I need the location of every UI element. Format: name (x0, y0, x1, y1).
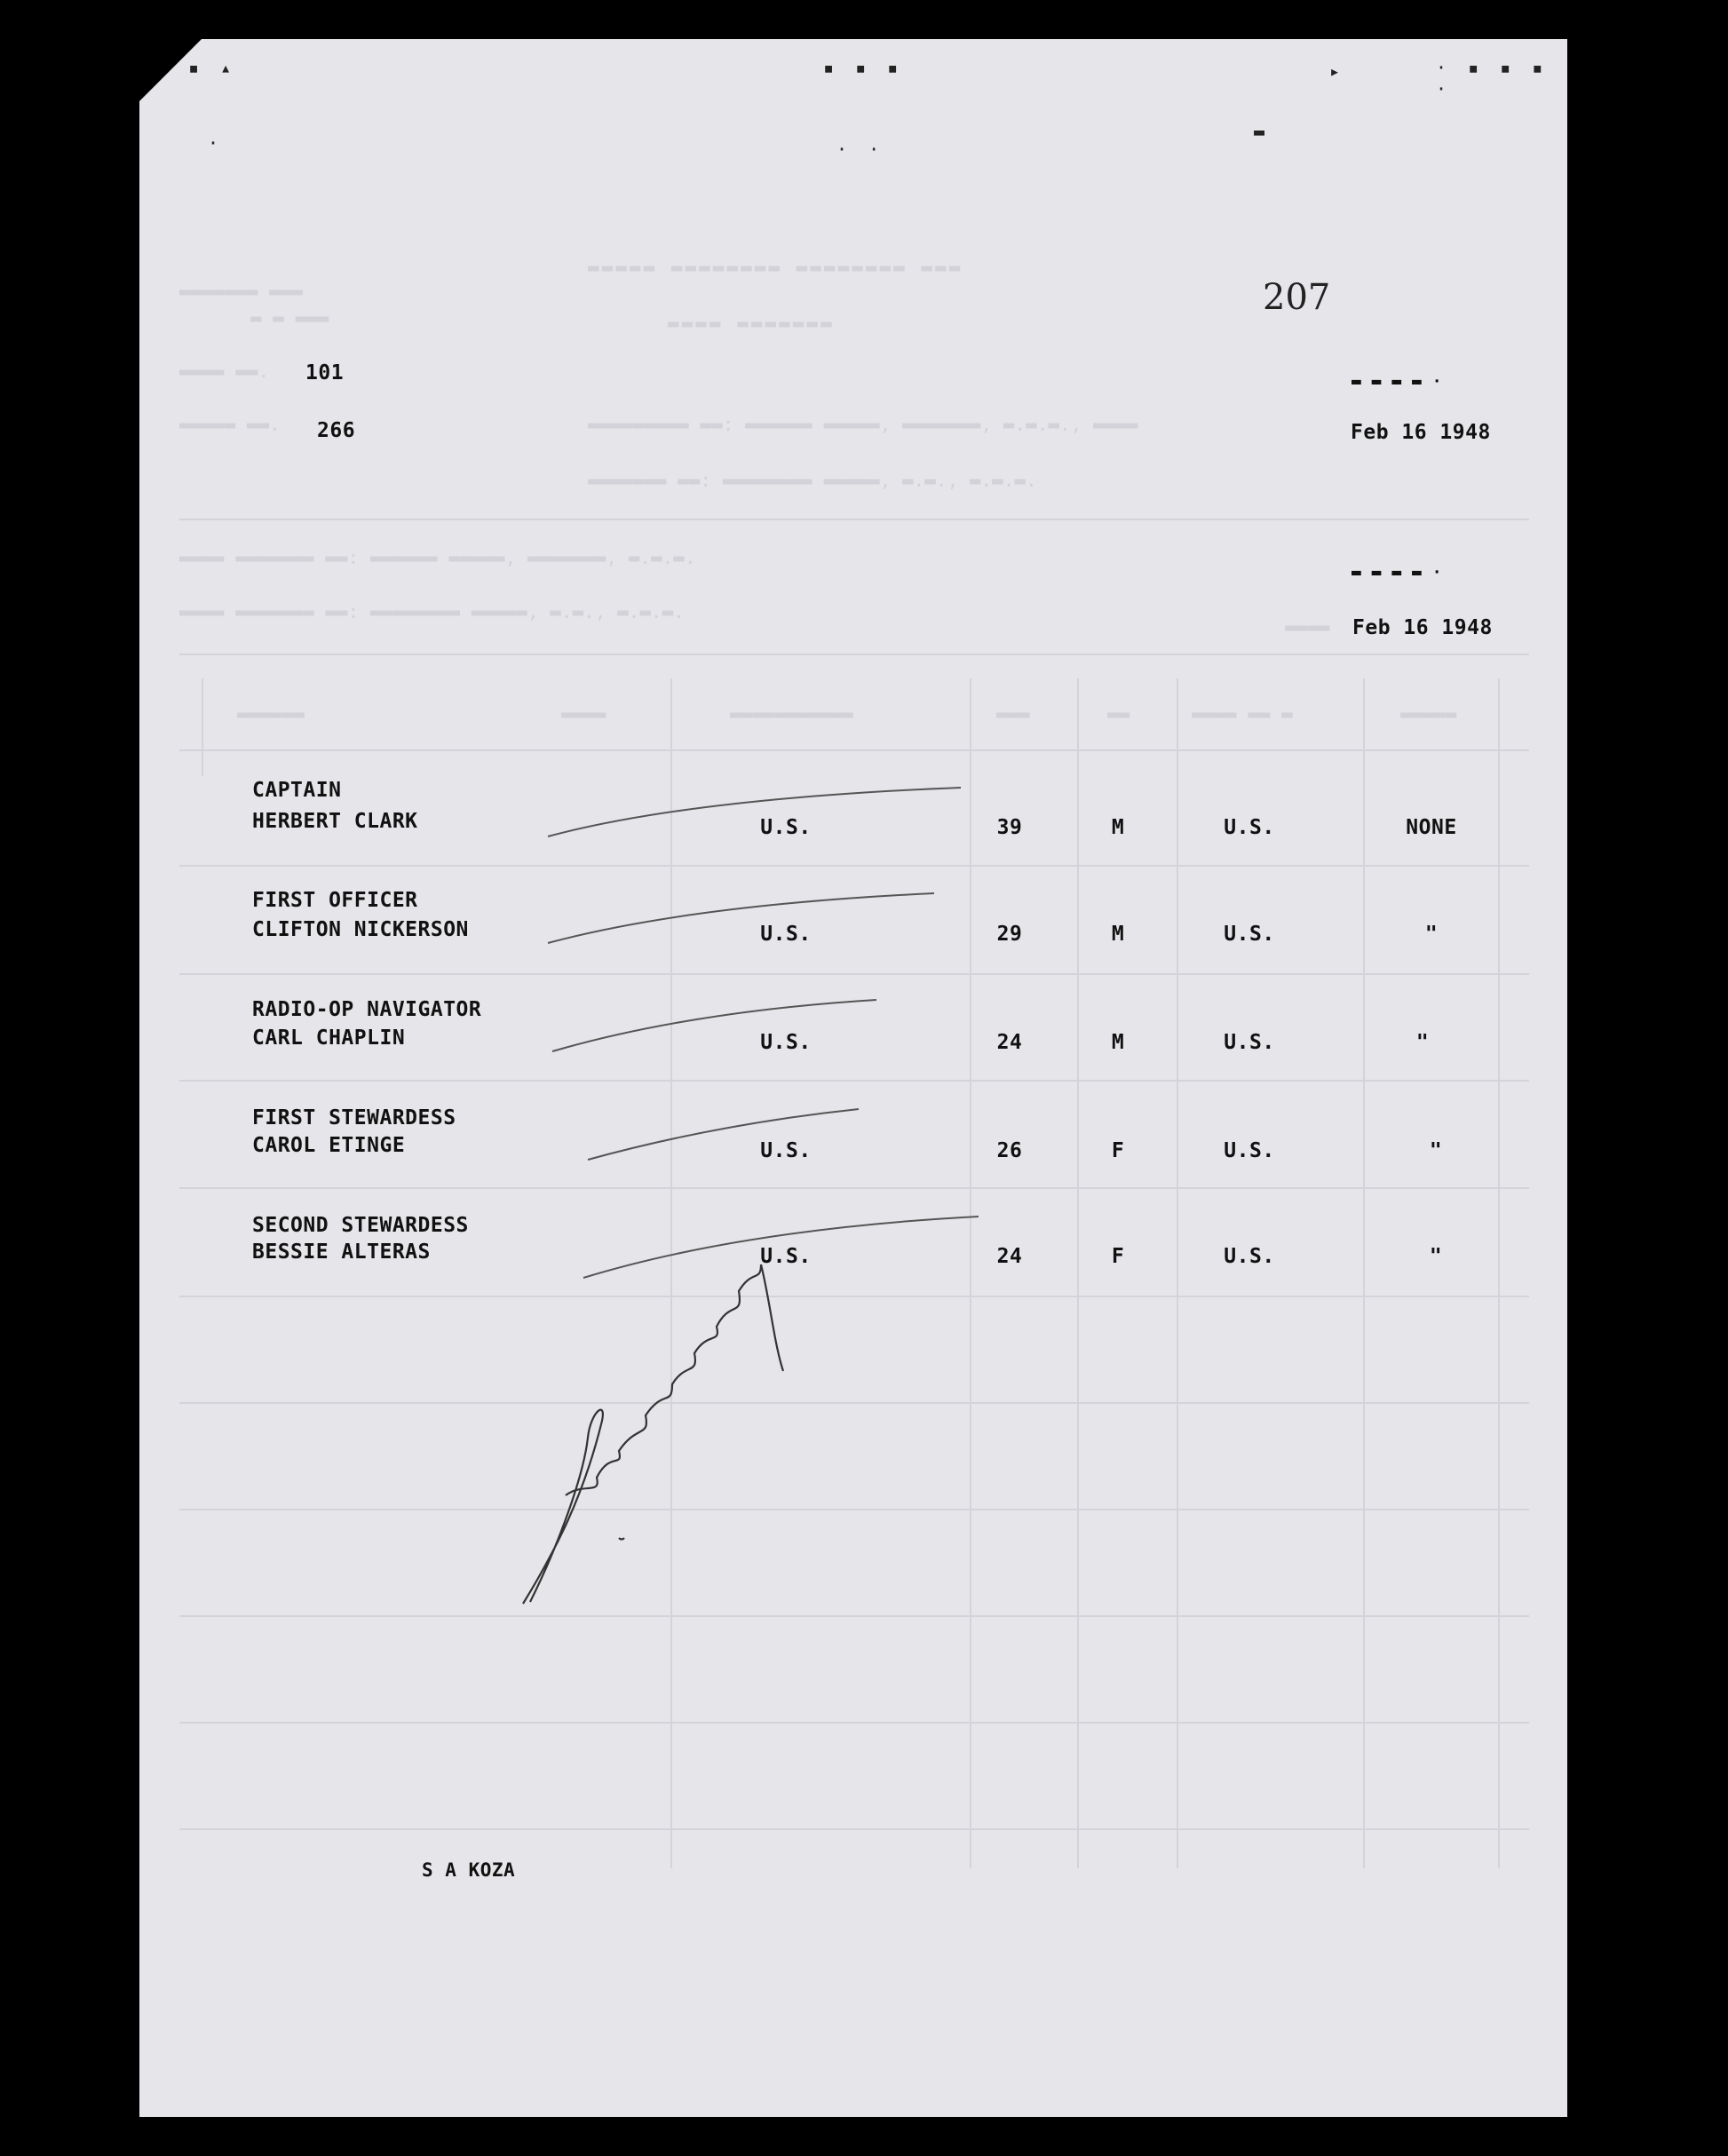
crew-nationality: U.S. (760, 816, 812, 839)
faded-col-header: ▬▬▬▬▬ (1400, 703, 1457, 725)
crew-residence: U.S. (1224, 816, 1275, 839)
crew-residence: U.S. (1224, 1139, 1275, 1162)
scan-speck: ▪ ▴ (188, 57, 237, 78)
faded-form-subheading: ▬▬▬▬ ▬▬▬▬▬▬▬ (668, 313, 835, 334)
faded-label: ▬▬▬▬ (1285, 616, 1330, 638)
crew-remarks: " (1429, 1139, 1443, 1162)
crew-nationality: U.S. (760, 1031, 812, 1054)
faded-label: ▬▬▬▬▬ ▬▬. (179, 414, 281, 435)
departure-date: Feb 16 1948 (1351, 421, 1491, 444)
crew-nationality: U.S. (760, 1139, 812, 1162)
crew-nationality: U.S. (760, 1245, 812, 1268)
pen-stroke (548, 788, 961, 836)
crew-sex: M (1111, 1031, 1125, 1054)
crew-remarks: " (1415, 1031, 1430, 1054)
manifest-page (139, 39, 1567, 2117)
crew-remarks: " (1424, 923, 1439, 946)
faded-label: ▬▬▬▬ ▬▬▬▬▬▬▬ ▬▬: ▬▬▬▬▬▬ ▬▬▬▬▬, ▬▬▬▬▬▬▬, ▬.▬.▬. (179, 547, 696, 568)
trip-number: 101 (305, 361, 345, 384)
faded-label: ▬▬▬▬▬▬▬▬▬ ▬▬: ▬▬▬▬▬▬ ▬▬▬▬▬, ▬▬▬▬▬▬▬, ▬.▬.▬., ▬▬▬▬ (588, 414, 1138, 435)
crew-age: 24 (996, 1245, 1023, 1268)
page-number: 207 (1263, 277, 1331, 318)
faded-col-header: ▬▬▬▬▬▬ (237, 703, 305, 725)
faded-col-header: ▬▬▬ (996, 703, 1030, 725)
crew-age: 39 (996, 816, 1023, 839)
scan-speck: · · (836, 139, 885, 160)
faded-label: ▬▬▬▬ ▬▬. (179, 361, 270, 382)
handwritten-signature (523, 1264, 783, 1604)
pen-stroke (583, 1217, 979, 1278)
crew-date: Feb 16 1948 (1352, 616, 1493, 639)
scan-speck: ▪ ▪ ▪ (823, 57, 904, 78)
crew-nationality: U.S. (760, 923, 812, 946)
crew-residence: U.S. (1224, 1245, 1275, 1268)
crew-position: RADIO-OP NAVIGATOR (252, 998, 482, 1021)
header-mark: ▬ ▬ ▬ ▬ · (1351, 563, 1443, 582)
faded-col-header: ▬▬▬▬▬▬▬▬▬▬▬ (730, 703, 854, 725)
crew-age: 26 (996, 1139, 1023, 1162)
crew-residence: U.S. (1224, 1031, 1275, 1054)
crew-sex: F (1111, 1139, 1125, 1162)
crew-sex: M (1111, 816, 1125, 839)
crew-position: SECOND STEWARDESS (252, 1214, 469, 1237)
crew-position: FIRST STEWARDESS (252, 1106, 456, 1130)
crew-position: CAPTAIN (252, 779, 342, 802)
plane-number: 266 (317, 419, 356, 442)
crew-name: CLIFTON NICKERSON (252, 918, 469, 941)
scan-speck: ▬ (1254, 121, 1271, 142)
crew-remarks: NONE (1406, 816, 1457, 839)
scan-speck: · ▪ ▪ ▪ · (1436, 57, 1549, 99)
pen-stroke (548, 893, 934, 943)
crew-sex: F (1111, 1245, 1125, 1268)
faded-col-header: ▬▬ (1107, 703, 1130, 725)
crew-name: CAROL ETINGE (252, 1134, 406, 1157)
crew-age: 29 (996, 923, 1023, 946)
crew-sex: M (1111, 923, 1125, 946)
header-mark: ▬ ▬ ▬ ▬ · (1351, 372, 1443, 391)
crew-remarks: " (1429, 1245, 1443, 1268)
faded-form-heading: ▬▬▬▬▬ ▬▬▬▬▬▬▬▬ ▬▬▬▬▬▬▬▬ ▬▬▬ (588, 257, 963, 278)
pen-stroke (552, 1000, 876, 1051)
scan-speck: ▸ (1329, 60, 1346, 82)
crew-position: FIRST OFFICER (252, 889, 418, 912)
pen-stroke (588, 1109, 859, 1160)
faded-col-header: ▬▬▬▬ ▬▬ ▬ (1192, 703, 1293, 725)
crew-name: BESSIE ALTERAS (252, 1240, 431, 1264)
faded-col-header: ▬▬▬▬ (561, 703, 606, 725)
faded-label: ▬▬▬▬ ▬▬▬▬▬▬▬ ▬▬: ▬▬▬▬▬▬▬▬ ▬▬▬▬▬, ▬.▬., ▬.▬.▬. (179, 601, 685, 622)
pen-strokes (139, 39, 1567, 2117)
faded-label: ▬▬▬▬▬▬▬ ▬▬▬ (179, 281, 304, 302)
faded-label: ▬▬▬▬▬▬▬ ▬▬: ▬▬▬▬▬▬▬▬ ▬▬▬▬▬, ▬.▬., ▬.▬.▬. (588, 470, 1037, 491)
crew-residence: U.S. (1224, 923, 1275, 946)
crew-age: 24 (996, 1031, 1023, 1054)
scan-speck: · (208, 132, 225, 154)
signed-by: S A KOZA (422, 1859, 516, 1881)
crew-name: HERBERT CLARK (252, 810, 418, 833)
crew-name: CARL CHAPLIN (252, 1026, 406, 1050)
faded-label: ▬ ▬ ▬▬▬ (250, 307, 329, 329)
